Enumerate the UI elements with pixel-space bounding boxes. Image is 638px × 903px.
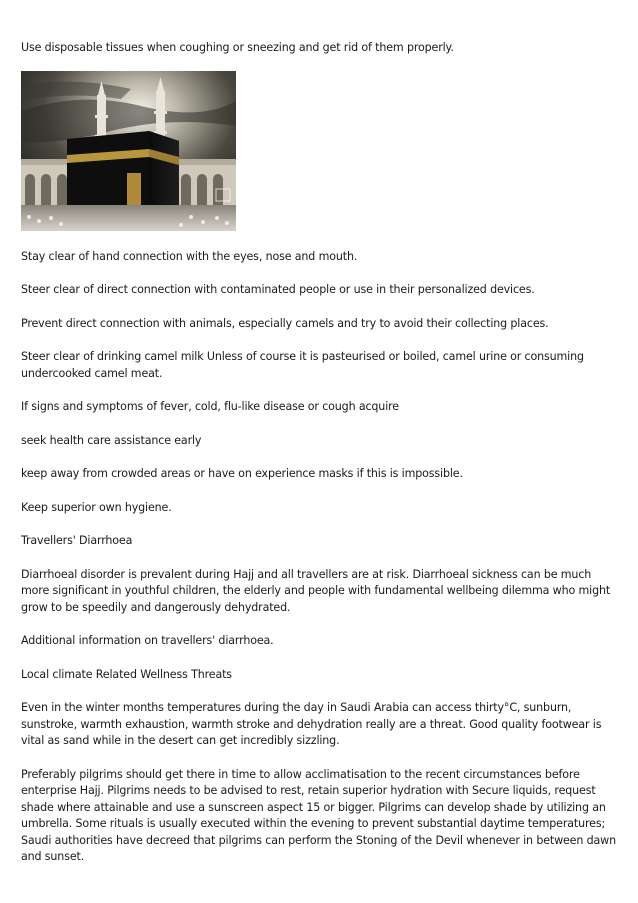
paragraph-camel-milk: Steer clear of drinking camel milk Unless of course it is pasteurised or boiled, camel urine or consuming undercooked camel meat.: [21, 350, 584, 380]
document-page: [21, 40, 621, 866]
heading-travellers-diarrhoea: Travellers' Diarrhoea: [21, 534, 133, 547]
paragraph-symptoms: If signs and symptoms of fever, cold, flu-like disease or cough acquire: [21, 400, 399, 413]
paragraph-acclimatisation: Preferably pilgrims should get there in time to allow acclimatisation to the recent circumstances before enterprise Hajj. Pilgrims needs to be advised to rest, retain superior hydration with Secure liquids, request shade where attainable and use a sunscreen aspect 15 or bigger. Pilgrims can develop shade by utilizing an umbrella. Some rituals is usually executed within the evening to prevent substantial daytime temperatures; Saudi authorities have decreed that pilgrims can perform the Stoning of the Devil whenever in between dawn and sunset.: [21, 767, 616, 863]
paragraph-diarrhoeal-disorder: Diarrhoeal disorder is prevalent during Hajj and all travellers are at risk. Diarrhoeal sickness can be much more significant in youthful children, the elderly and people with fundamental wellbeing dilemma who might grow to be speedily and dangerously dehydrated.: [21, 567, 611, 614]
kaaba-photo: [21, 71, 236, 231]
paragraph-additional-info: Additional information on travellers' diarrhoea.: [21, 634, 274, 647]
paragraph-contaminated-people: Steer clear of direct connection with contaminated people or use in their personalized devices.: [21, 283, 535, 296]
paragraph-hygiene: Keep superior own hygiene.: [21, 500, 172, 514]
paragraph-hand-contact: Stay clear of hand connection with the eyes, nose and mouth.: [21, 249, 358, 263]
paragraph-winter-temperatures: Even in the winter months temperatures during the day in Saudi Arabia can access thirty°C, sunburn, sunstroke, warmth exhaustion, warmth stroke and dehydration really are a threat. Good quality footwear is vital as sand while in the desert can get incredibly sizzling.: [21, 701, 602, 747]
paragraph-tissues: Use disposable tissues when coughing or sneezing and get rid of them properly.: [21, 41, 454, 54]
paragraph-crowded-areas: keep away from crowded areas or have on experience masks if this is impossible.: [21, 467, 463, 480]
paragraph-animals: Prevent direct connection with animals, especially camels and try to avoid their collecting places.: [21, 316, 549, 330]
heading-climate-threats: Local climate Related Wellness Threats: [21, 667, 232, 681]
paragraph-seek-care: seek health care assistance early: [21, 433, 202, 447]
